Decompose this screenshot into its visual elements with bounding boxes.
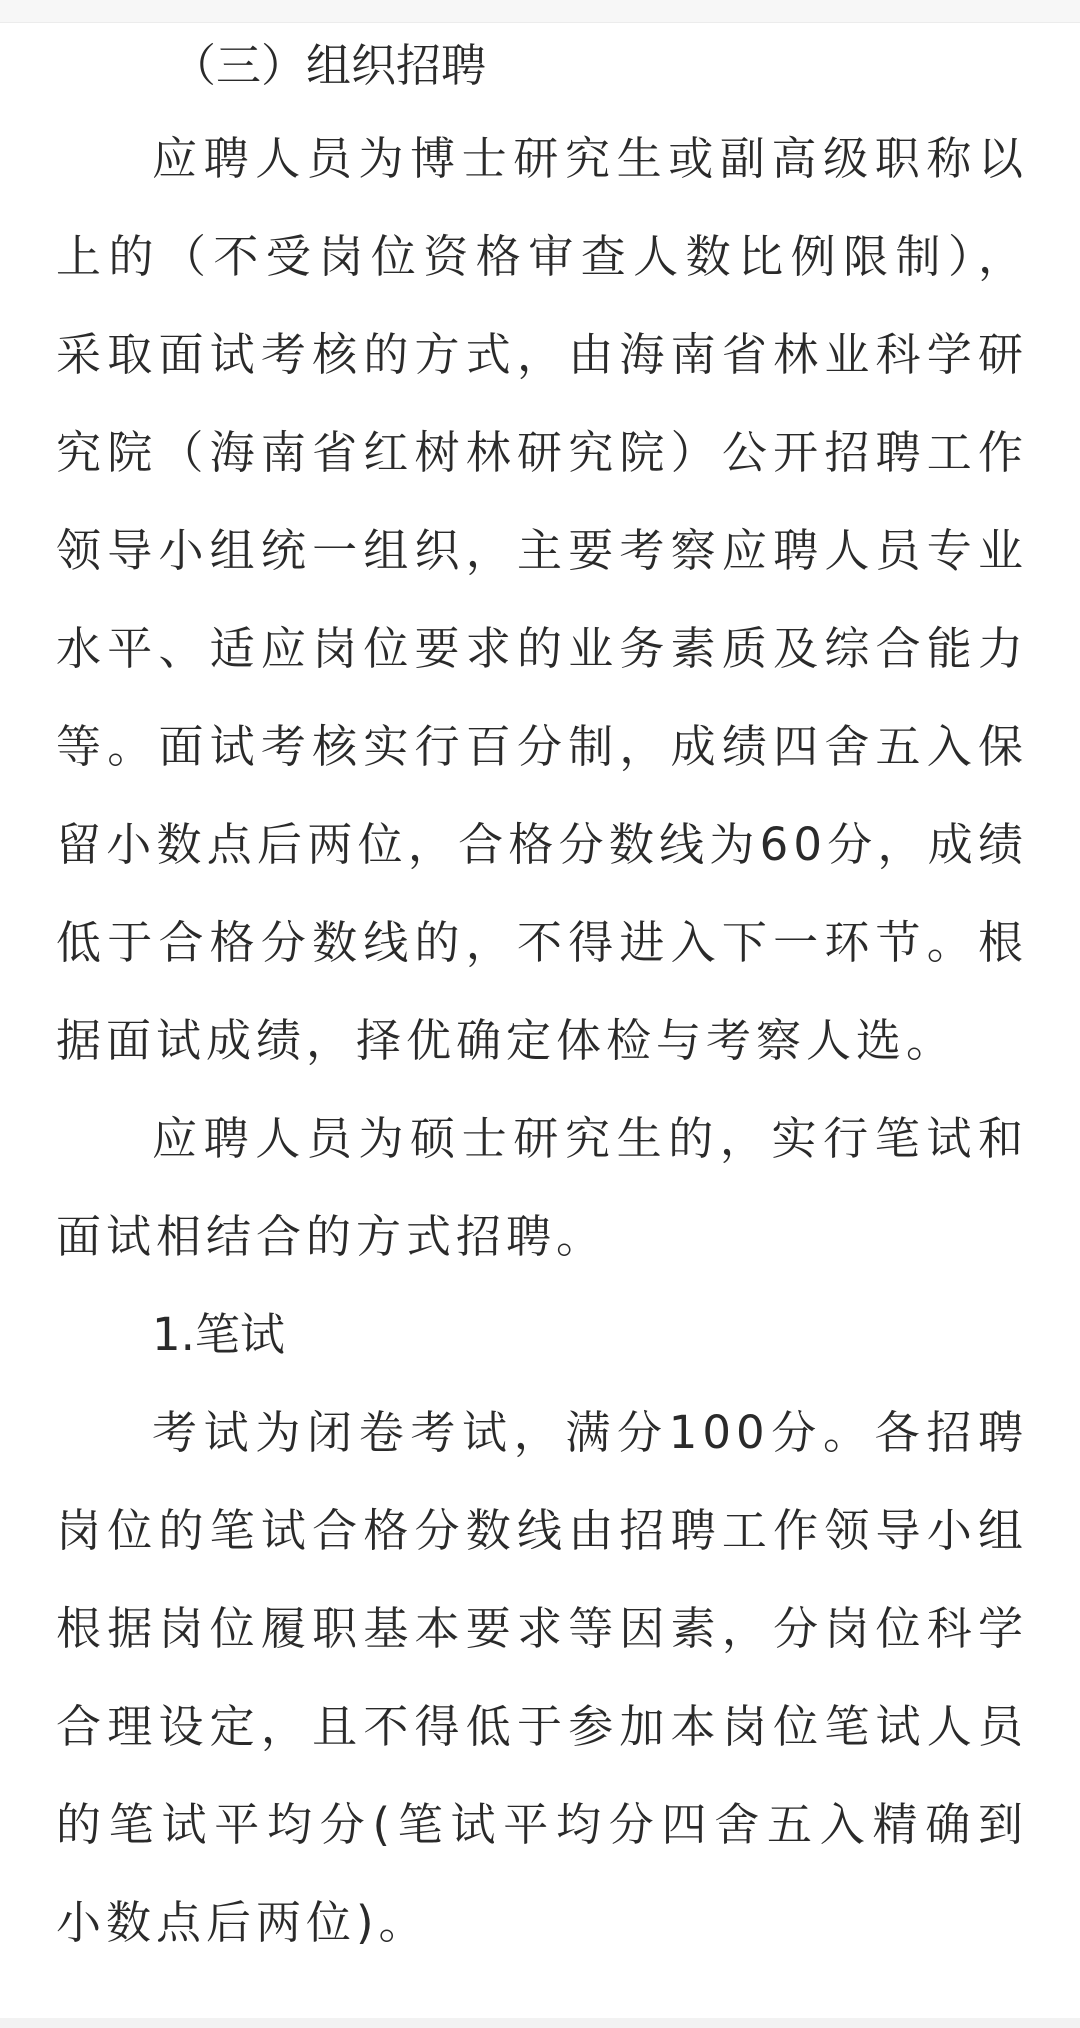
bottom-edge — [0, 2018, 1080, 2028]
paragraph-masters-method: 应聘人员为硕士研究生的，实行笔试和面试相结合的方式招聘。 — [56, 1112, 1028, 1263]
paragraph-doctoral-interview: 应聘人员为博士研究生或副高级职称以上的（不受岗位资格审查人数比例限制），采取面试考核的方式，由海南省林业科学研究院（海南省红树林研究院）公开招聘工作领导小组统一组织，主要考察应聘人员专业水平、适应岗位要求的业务素质及综合能力等。面试考核实行百分制，成绩四舍五入保留小数点后两位，合格分数线为60分，成绩低于合格分数线的，不得进入下一环节。根据面试成绩，择优确定体检与考察人选。 — [56, 132, 1028, 1067]
article-body — [56, 22, 1028, 1972]
paragraph-written-exam-rules: 考试为闭卷考试，满分100分。各招聘岗位的笔试合格分数线由招聘工作领导小组根据岗位履职基本要求等因素，分岗位科学合理设定，且不得低于参加本岗位笔试人员的笔试平均分(笔试平均分四舍五入精确到小数点后两位)。 — [56, 1406, 1028, 1949]
subheading-written-exam: 1.笔试 — [152, 1308, 285, 1361]
section-heading: （三）组织招聘 — [171, 39, 487, 92]
top-edge — [0, 0, 1080, 23]
